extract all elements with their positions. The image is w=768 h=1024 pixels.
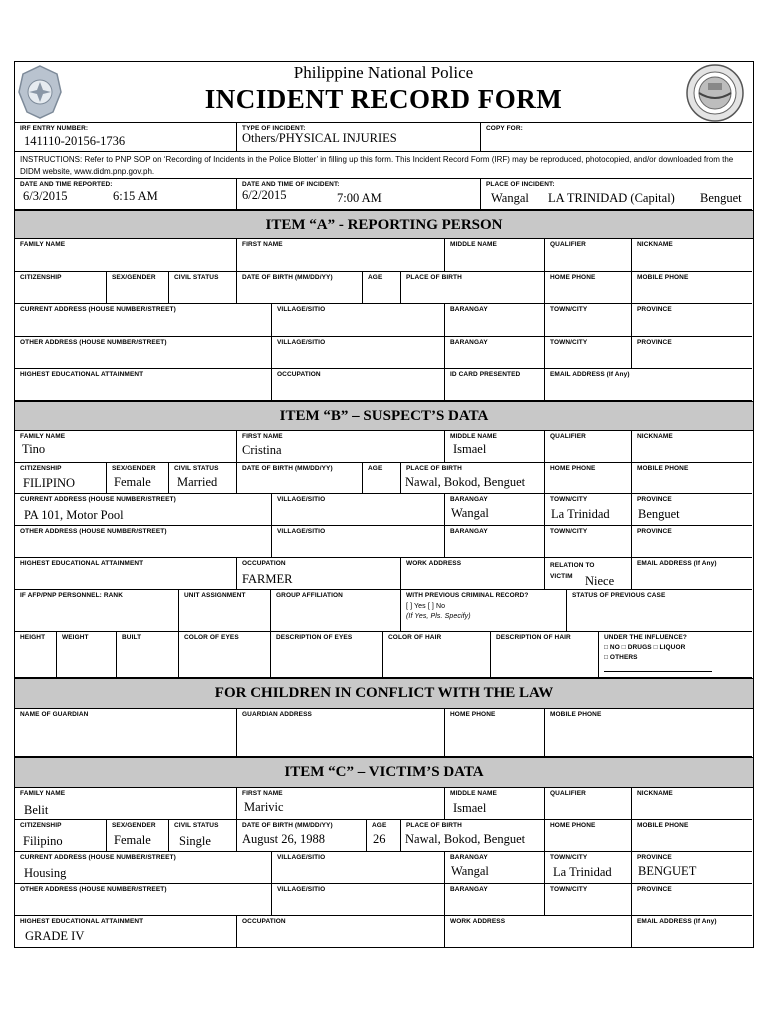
label: CIVIL STATUS [174, 465, 219, 472]
label: OCCUPATION [277, 371, 321, 378]
a-email[interactable] [545, 369, 752, 401]
label: COLOR OF HAIR [388, 634, 442, 641]
b-relation[interactable] [545, 558, 632, 590]
b-eye-color[interactable] [179, 632, 271, 678]
influence-others: □ OTHERS [604, 654, 638, 661]
label: HIGHEST EDUCATIONAL ATTAINMENT [20, 371, 144, 378]
a-family-name[interactable] [15, 239, 237, 272]
b-other-barangay[interactable] [445, 526, 545, 558]
influence-options: □ NO □ DRUGS □ LIQUOR [604, 644, 686, 651]
value: La Trinidad [553, 865, 612, 879]
value: August 26, 1988 [242, 832, 325, 846]
a-other-barangay[interactable] [445, 337, 545, 369]
c-education[interactable] [15, 916, 237, 947]
label: FAMILY NAME [20, 241, 66, 248]
a-qualifier[interactable] [545, 239, 632, 272]
value: Female [114, 475, 151, 489]
incident-record-form [14, 61, 754, 948]
b-middle-name[interactable] [445, 431, 545, 463]
value: La Trinidad [551, 507, 610, 521]
b-group[interactable] [271, 590, 401, 632]
c-home-phone[interactable] [545, 820, 632, 852]
value: Benguet [638, 507, 680, 521]
label: STATUS OF PREVIOUS CASE [572, 592, 666, 599]
label: CITIZENSHIP [20, 822, 62, 829]
value: GRADE IV [25, 929, 85, 943]
b-civil-status[interactable] [169, 463, 237, 494]
irf-entry-field[interactable] [15, 123, 237, 152]
place-town: LA TRINIDAD (Capital) [548, 191, 675, 205]
irf-entry-value: 141110-20156-1736 [24, 134, 126, 148]
label: HIGHEST EDUCATIONAL ATTAINMENT [20, 560, 144, 567]
b-weight[interactable] [57, 632, 117, 678]
b-sex[interactable] [107, 463, 169, 494]
label: DESCRIPTION OF HAIR [496, 634, 571, 641]
value: Female [114, 833, 151, 847]
instructions [15, 152, 752, 179]
b-home-phone[interactable] [545, 463, 632, 494]
a-pob[interactable] [401, 272, 545, 304]
c-sex[interactable] [107, 820, 169, 852]
b-pob[interactable] [401, 463, 545, 494]
c-qualifier[interactable] [545, 788, 632, 820]
value: Ismael [453, 442, 487, 456]
label: CIVIL STATUS [174, 274, 219, 281]
value: Marivic [244, 800, 284, 814]
b-town[interactable] [545, 494, 632, 526]
label: VILLAGE/SITIO [277, 528, 326, 535]
c-work-address[interactable] [445, 916, 632, 947]
label: VILLAGE/SITIO [277, 339, 326, 346]
a-town[interactable] [545, 304, 632, 337]
label: BARANGAY [450, 306, 488, 313]
a-mobile-phone[interactable] [632, 272, 752, 304]
agency-name: Philippine National Police [293, 63, 474, 82]
label: QUALIFIER [550, 241, 586, 248]
label: CURRENT ADDRESS (HOUSE NUMBER/STREET) [20, 306, 176, 313]
date-incident-label: DATE AND TIME OF INCIDENT: [242, 181, 340, 188]
b-eye-desc[interactable] [271, 632, 383, 678]
date-reported-value: 6/3/2015 [23, 189, 68, 203]
label: AGE [368, 465, 383, 472]
a-civil-status[interactable] [169, 272, 237, 304]
time-incident-value: 7:00 AM [337, 191, 382, 205]
label: MOBILE PHONE [637, 274, 689, 281]
b-height[interactable] [15, 632, 57, 678]
label: FAMILY NAME [20, 433, 66, 440]
b-current-address[interactable] [15, 494, 272, 526]
label: NICKNAME [637, 790, 673, 797]
c-dob[interactable] [237, 820, 367, 852]
c-current-address[interactable] [15, 852, 272, 884]
b-other-town[interactable] [545, 526, 632, 558]
section-children-header: FOR CHILDREN IN CONFLICT WITH THE LAW [15, 678, 753, 709]
label: FIRST NAME [242, 790, 283, 797]
label: BARANGAY [450, 339, 488, 346]
b-work-address[interactable] [401, 558, 545, 590]
b-hair-desc[interactable] [491, 632, 599, 678]
c-other-province[interactable] [632, 884, 752, 916]
incident-type-label: TYPE OF INCIDENT: [242, 125, 306, 132]
label: EMAIL ADDRESS (If Any) [550, 371, 630, 378]
section-b-header: ITEM “B” – SUSPECT’S DATA [15, 401, 753, 431]
label: MIDDLE NAME [450, 790, 497, 797]
label: HOME PHONE [550, 822, 596, 829]
label: MOBILE PHONE [637, 465, 689, 472]
place-barangay: Wangal [491, 191, 529, 205]
copy-for-label: COPY FOR: [486, 125, 523, 132]
value: Filipino [23, 834, 63, 848]
b-hair-color[interactable] [383, 632, 491, 678]
b-province[interactable] [632, 494, 752, 526]
a-current-address[interactable] [15, 304, 272, 337]
a-nickname[interactable] [632, 239, 752, 272]
label: PROVINCE [637, 339, 672, 346]
label: TOWN/CITY [550, 886, 588, 893]
b-village[interactable] [272, 494, 445, 526]
c-occupation[interactable] [237, 916, 445, 947]
label: PLACE OF BIRTH [406, 822, 462, 829]
date-incident-field[interactable] [237, 179, 481, 210]
a-dob[interactable] [237, 272, 363, 304]
a-first-name[interactable] [237, 239, 445, 272]
c-nickname[interactable] [632, 788, 752, 820]
label: AGE [372, 822, 387, 829]
place-incident-field[interactable] [481, 179, 752, 210]
c-other-village[interactable] [272, 884, 445, 916]
c-email[interactable] [632, 916, 752, 947]
a-other-province[interactable] [632, 337, 752, 369]
c-middle-name[interactable] [445, 788, 545, 820]
label: PROVINCE [637, 528, 672, 535]
c-first-name[interactable] [237, 788, 445, 820]
value: Married [177, 475, 218, 489]
a-other-village[interactable] [272, 337, 445, 369]
guardian-address[interactable] [237, 709, 445, 757]
label: SEX/GENDER [112, 274, 156, 281]
label: UNDER THE INFLUENCE? [604, 634, 687, 641]
label: BARANGAY [450, 528, 488, 535]
prev-record-options: [ ] Yes [ ] No [406, 603, 446, 610]
label: PLACE OF BIRTH [406, 465, 462, 472]
label: HIGHEST EDUCATIONAL ATTAINMENT [20, 918, 144, 925]
c-citizenship[interactable] [15, 820, 107, 852]
time-reported-value: 6:15 AM [113, 189, 158, 203]
a-occupation[interactable] [272, 369, 445, 401]
b-built[interactable] [117, 632, 179, 678]
b-age[interactable] [363, 463, 401, 494]
label: OTHER ADDRESS (HOUSE NUMBER/STREET) [20, 528, 167, 535]
guardian-name[interactable] [15, 709, 237, 757]
place-incident-label: PLACE OF INCIDENT: [486, 181, 555, 188]
a-province[interactable] [632, 304, 752, 337]
b-prev-case[interactable] [567, 590, 752, 632]
a-home-phone[interactable] [545, 272, 632, 304]
label: TOWN/CITY [550, 528, 588, 535]
label: WEIGHT [62, 634, 89, 641]
guardian-home-phone[interactable] [445, 709, 545, 757]
label: COLOR OF EYES [184, 634, 239, 641]
value: BENGUET [638, 864, 697, 878]
label: RELATION TO VICTIM [550, 562, 595, 580]
b-email[interactable] [632, 558, 752, 590]
label: FAMILY NAME [20, 790, 66, 797]
a-other-town[interactable] [545, 337, 632, 369]
form-title: INCIDENT RECORD FORM [204, 84, 563, 114]
value: Housing [24, 866, 67, 880]
value: PA 101, Motor Pool [24, 508, 124, 522]
label: VILLAGE/SITIO [277, 854, 326, 861]
label: SEX/GENDER [112, 465, 156, 472]
c-other-barangay[interactable] [445, 884, 545, 916]
label: GUARDIAN ADDRESS [242, 711, 312, 718]
guardian-mobile-phone[interactable] [545, 709, 752, 757]
section-a-header: ITEM “A” - REPORTING PERSON [15, 210, 753, 239]
label: QUALIFIER [550, 790, 586, 797]
value: Nawal, Bokod, Benguet [405, 832, 526, 846]
c-town[interactable] [545, 852, 632, 884]
label: EMAIL ADDRESS (If Any) [637, 560, 717, 567]
label: PROVINCE [637, 886, 672, 893]
form-header [15, 62, 752, 123]
label: VILLAGE/SITIO [277, 496, 326, 503]
value: Wangal [451, 506, 489, 520]
a-other-address[interactable] [15, 337, 272, 369]
b-other-address[interactable] [15, 526, 272, 558]
label: UNIT ASSIGNMENT [184, 592, 246, 599]
label: HEIGHT [20, 634, 46, 641]
place-province: Benguet [700, 191, 742, 205]
label: MIDDLE NAME [450, 241, 497, 248]
c-village[interactable] [272, 852, 445, 884]
b-first-name[interactable] [237, 431, 445, 463]
value: Tino [22, 442, 46, 456]
a-education[interactable] [15, 369, 272, 401]
b-other-village[interactable] [272, 526, 445, 558]
a-citizenship[interactable] [15, 272, 107, 304]
c-family-name[interactable] [15, 788, 237, 820]
influence-others-line [604, 671, 712, 672]
label: TOWN/CITY [550, 496, 588, 503]
b-prev-record[interactable] [401, 590, 567, 632]
label: BARANGAY [450, 496, 488, 503]
b-barangay[interactable] [445, 494, 545, 526]
label: EMAIL ADDRESS (If Any) [637, 918, 717, 925]
c-other-address[interactable] [15, 884, 272, 916]
label: CURRENT ADDRESS (HOUSE NUMBER/STREET) [20, 496, 176, 503]
b-other-province[interactable] [632, 526, 752, 558]
label: HOME PHONE [550, 274, 596, 281]
copy-for-field[interactable] [481, 123, 752, 152]
label: TOWN/CITY [550, 306, 588, 313]
prev-record-hint: (If Yes, Pls. Specify) [406, 613, 471, 620]
label: WITH PREVIOUS CRIMINAL RECORD? [406, 592, 529, 599]
a-village[interactable] [272, 304, 445, 337]
a-barangay[interactable] [445, 304, 545, 337]
label: TOWN/CITY [550, 339, 588, 346]
irf-entry-label: IRF ENTRY NUMBER: [20, 125, 89, 132]
label: OCCUPATION [242, 560, 286, 567]
b-citizenship[interactable] [15, 463, 107, 494]
label: FIRST NAME [242, 433, 283, 440]
c-age[interactable] [367, 820, 401, 852]
label: PLACE OF BIRTH [406, 274, 462, 281]
b-family-name[interactable] [15, 431, 237, 463]
label: MOBILE PHONE [637, 822, 689, 829]
c-province[interactable] [632, 852, 752, 884]
b-afp-rank[interactable] [15, 590, 179, 632]
label: HOME PHONE [550, 465, 596, 472]
value: Belit [24, 803, 49, 817]
c-mobile-phone[interactable] [632, 820, 752, 852]
label: BUILT [122, 634, 142, 641]
b-influence[interactable] [599, 632, 752, 678]
label: CITIZENSHIP [20, 465, 62, 472]
b-unit[interactable] [179, 590, 271, 632]
value: FARMER [242, 572, 293, 586]
instructions-text: INSTRUCTIONS: Refer to PNP SOP on ‘Recording of Incidents in the Police Blotter’ in filling up this form. This Incident Record Form (IRF) may be reproduced, photocopied, and/or downloaded from the DIDM website, www.didm.pnp.gov.ph. [20, 155, 734, 176]
a-age[interactable] [363, 272, 401, 304]
label: MOBILE PHONE [550, 711, 602, 718]
value: Nawal, Bokod, Benguet [405, 475, 526, 489]
label: VILLAGE/SITIO [277, 886, 326, 893]
b-mobile-phone[interactable] [632, 463, 752, 494]
label: CURRENT ADDRESS (HOUSE NUMBER/STREET) [20, 854, 176, 861]
a-middle-name[interactable] [445, 239, 545, 272]
date-incident-value: 6/2/2015 [242, 188, 287, 202]
value: Niece [585, 574, 615, 588]
label: QUALIFIER [550, 433, 586, 440]
b-qualifier[interactable] [545, 431, 632, 463]
a-sex[interactable] [107, 272, 169, 304]
incident-type-field[interactable] [237, 123, 481, 152]
label: AGE [368, 274, 383, 281]
incident-type-value: Others/PHYSICAL INJURIES [242, 131, 397, 145]
value: FILIPINO [23, 476, 76, 490]
label: DATE OF BIRTH (MM/DD/YY) [242, 274, 333, 281]
label: DATE OF BIRTH (MM/DD/YY) [242, 822, 333, 829]
label: GROUP AFFILIATION [276, 592, 343, 599]
label: PROVINCE [637, 854, 672, 861]
label: DATE OF BIRTH (MM/DD/YY) [242, 465, 333, 472]
label: VILLAGE/SITIO [277, 306, 326, 313]
label: OTHER ADDRESS (HOUSE NUMBER/STREET) [20, 886, 167, 893]
label: FIRST NAME [242, 241, 283, 248]
label: NICKNAME [637, 433, 673, 440]
label: OTHER ADDRESS (HOUSE NUMBER/STREET) [20, 339, 167, 346]
c-other-town[interactable] [545, 884, 632, 916]
b-nickname[interactable] [632, 431, 752, 463]
b-dob[interactable] [237, 463, 363, 494]
label: BARANGAY [450, 886, 488, 893]
date-reported-label: DATE AND TIME REPORTED: [20, 181, 113, 188]
label: OCCUPATION [242, 918, 286, 925]
value: 26 [373, 832, 386, 846]
label: MIDDLE NAME [450, 433, 497, 440]
label: PROVINCE [637, 306, 672, 313]
c-civil-status[interactable] [169, 820, 237, 852]
label: CIVIL STATUS [174, 822, 219, 829]
a-id-card[interactable] [445, 369, 545, 401]
label: HOME PHONE [450, 711, 496, 718]
label: IF AFP/PNP PERSONNEL: RANK [20, 592, 123, 599]
value: Cristina [242, 443, 282, 457]
c-pob[interactable] [401, 820, 545, 852]
value: Ismael [453, 801, 487, 815]
value: Wangal [451, 864, 489, 878]
c-barangay[interactable] [445, 852, 545, 884]
value: Single [179, 834, 211, 848]
b-education[interactable] [15, 558, 237, 590]
label: NICKNAME [637, 241, 673, 248]
label: NAME OF GUARDIAN [20, 711, 89, 718]
didm-seal-icon [684, 63, 746, 123]
label: CITIZENSHIP [20, 274, 62, 281]
label: BARANGAY [450, 854, 488, 861]
label: WORK ADDRESS [450, 918, 506, 925]
label: SEX/GENDER [112, 822, 156, 829]
date-reported-field[interactable] [15, 179, 237, 210]
label: PROVINCE [637, 496, 672, 503]
b-occupation[interactable] [237, 558, 401, 590]
section-c-header: ITEM “C” – VICTIM’S DATA [15, 757, 753, 788]
label: TOWN/CITY [550, 854, 588, 861]
label: WORK ADDRESS [406, 560, 462, 567]
label: ID CARD PRESENTED [450, 371, 521, 378]
label: DESCRIPTION OF EYES [276, 634, 353, 641]
